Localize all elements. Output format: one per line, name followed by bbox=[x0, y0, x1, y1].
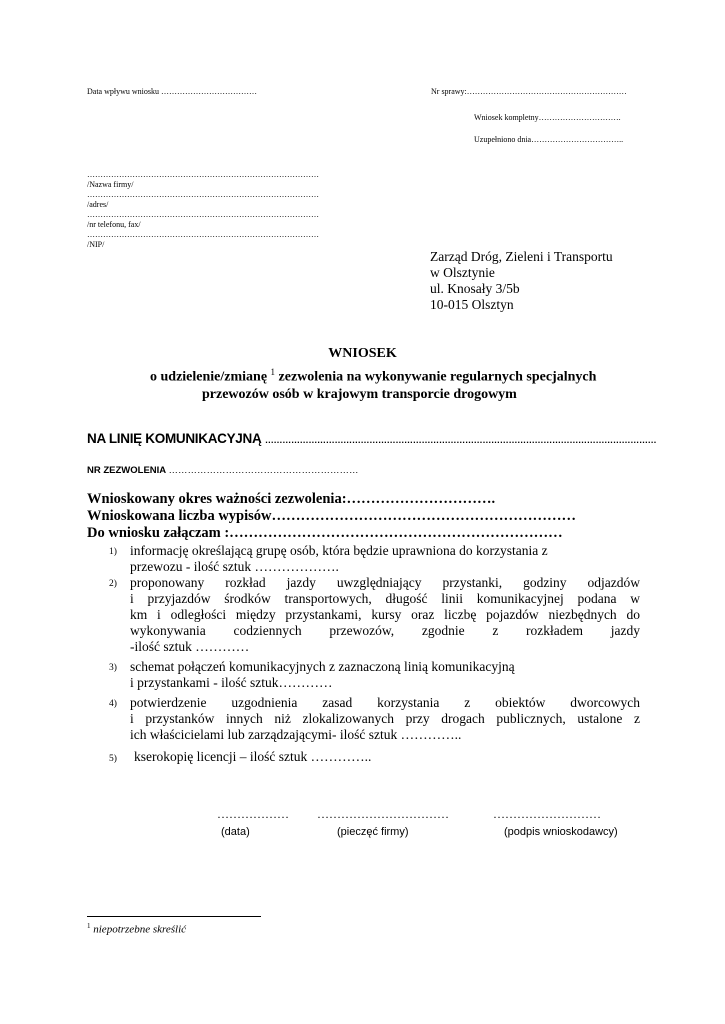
footnote-reference: 1 bbox=[270, 367, 276, 377]
list-item-line: -ilość sztuk ………… bbox=[130, 639, 250, 654]
date-received-field: Data wpływu wniosku ……………………………… bbox=[87, 87, 257, 96]
phone-dots: …………………………………………………………………………… bbox=[87, 210, 319, 219]
route-dots: ……………………………………………………………………………………………………………………… bbox=[264, 435, 657, 445]
list-item-number: 5) bbox=[109, 754, 117, 764]
list-item-line: schemat połączeń komunikacyjnych z zaznaczoną linią komunikacyjną bbox=[130, 659, 515, 674]
list-item-line: i przystankami - ilość sztuk………… bbox=[130, 675, 333, 690]
application-complete-field: Wniosek kompletny…………………………. bbox=[474, 113, 621, 122]
signature-dots: ……………………… bbox=[493, 807, 601, 821]
list-item-number: 1) bbox=[109, 547, 117, 557]
recipient-line-1: Zarząd Dróg, Zieleni i Transportu bbox=[430, 249, 613, 264]
list-item bbox=[130, 659, 640, 691]
permit-label: NR ZEZWOLENIA bbox=[87, 465, 169, 476]
date-label: (data) bbox=[221, 826, 250, 838]
list-item-line: potwierdzenie uzgodnienia zasad korzystania z obiektów dworcowych bbox=[130, 695, 640, 710]
company-label: /Nazwa firmy/ bbox=[87, 180, 134, 189]
list-item bbox=[134, 749, 644, 765]
permit-number-field bbox=[87, 465, 358, 476]
list-item bbox=[130, 543, 640, 575]
recipient-line-4: 10-015 Olsztyn bbox=[430, 297, 514, 312]
phone-label: /nr telefonu, fax/ bbox=[87, 220, 141, 229]
list-item-line: kserokopię licencji – ilość sztuk ………….. bbox=[134, 749, 372, 764]
nip-label: /NIP/ bbox=[87, 240, 105, 249]
case-number-field: Nr sprawy:…………………………………………………… bbox=[431, 87, 627, 96]
list-item-number: 4) bbox=[109, 699, 117, 709]
footnote-divider bbox=[87, 916, 261, 917]
footnote bbox=[87, 922, 186, 936]
list-item-line: wykonywania codziennych przewozów, zgodnie z rozkładem jazdy bbox=[130, 623, 640, 638]
stamp-label: (pieczęć firmy) bbox=[337, 826, 409, 838]
company-dots: …………………………………………………………………………… bbox=[87, 170, 319, 179]
list-item-line: ich właścicielami lub zarządzającymi- ilość sztuk ………….. bbox=[130, 727, 462, 742]
title-line-2: przewozów osób w krajowym transporcie drogowym bbox=[202, 387, 517, 402]
title-line-1-before: o udzielenie/zmianę bbox=[150, 369, 271, 385]
list-item bbox=[130, 575, 640, 655]
trips-field: Wnioskowana liczba wypisów……………………………………………………… bbox=[87, 508, 577, 524]
list-item-line: i przystanków innych niż zlokalizowanych przy drogach publicznych, ustalone z bbox=[130, 711, 640, 726]
supplemented-date-field: Uzupełniono dnia…………………………….. bbox=[474, 135, 624, 144]
title-line-1 bbox=[150, 367, 596, 386]
recipient-line-3: ul. Knosały 3/5b bbox=[430, 281, 520, 296]
attachments-field: Do wniosku załączam :…………………………………………………………… bbox=[87, 525, 563, 541]
address-dots: …………………………………………………………………………… bbox=[87, 190, 319, 199]
page-title: WNIOSEK bbox=[328, 346, 397, 361]
list-item-line: proponowany rozkład jazdy uwzględniający przystanki, godziny odjazdów bbox=[130, 575, 640, 590]
title-line-1-after: zezwolenia na wykonywanie regularnych specjalnych bbox=[275, 369, 597, 385]
address-label: /adres/ bbox=[87, 200, 109, 209]
route-field bbox=[87, 431, 656, 446]
recipient-address bbox=[430, 249, 613, 313]
list-item-number: 2) bbox=[109, 579, 117, 589]
list-item-line: przewozu - ilość sztuk ………………. bbox=[130, 559, 339, 574]
permit-dots: …………………………………………………… bbox=[168, 465, 359, 476]
nip-dots: …………………………………………………………………………… bbox=[87, 230, 319, 239]
validity-field: Wnioskowany okres ważności zezwolenia:…………………………. bbox=[87, 491, 496, 507]
list-item-line: i przyjazdów środków transportowych, długość linii komunikacyjnej podana w bbox=[130, 591, 640, 606]
stamp-dots: …………………………… bbox=[317, 807, 449, 821]
list-item-line: km i odległości między przystankami, kursy oraz liczbę pojazdów niezbędnych do bbox=[130, 607, 640, 622]
footnote-mark: 1 bbox=[87, 922, 91, 930]
list-item-number: 3) bbox=[109, 663, 117, 673]
list-item-line: informację określającą grupę osób, która będzie uprawniona do korzystania z bbox=[130, 543, 548, 558]
route-label: NA LINIĘ KOMUNIKACYJNĄ bbox=[87, 431, 265, 446]
date-dots: ……………… bbox=[217, 807, 289, 821]
signature-label: (podpis wnioskodawcy) bbox=[504, 826, 618, 838]
list-item bbox=[130, 695, 640, 743]
footnote-text: niepotrzebne skreślić bbox=[90, 923, 187, 936]
recipient-line-2: w Olsztynie bbox=[430, 265, 495, 280]
